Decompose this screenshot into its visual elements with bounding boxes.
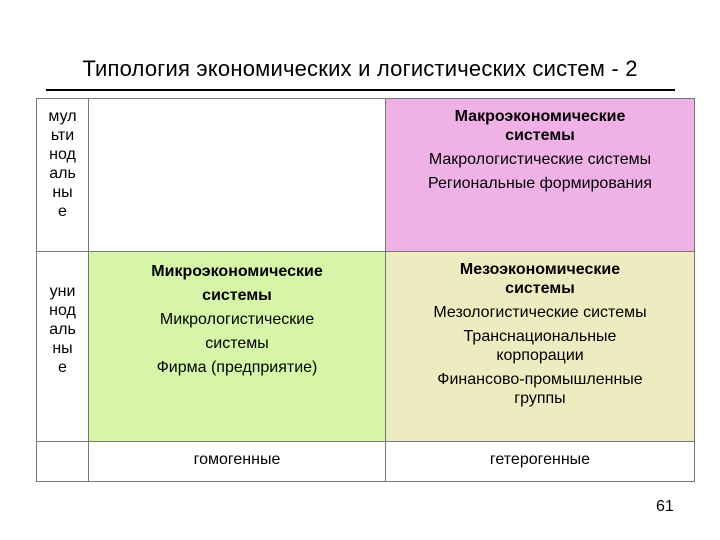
title-divider	[46, 89, 675, 91]
macro-header: Макроэкономические системы	[454, 108, 626, 144]
footer-heterogeneous	[386, 442, 695, 482]
macro-systems-cell	[386, 99, 695, 252]
meso-line2: Транснациональные корпорации	[463, 328, 617, 364]
row-label-unimodal	[37, 252, 89, 442]
row-label-multimodal-text: мул ьти нод аль ны е	[48, 108, 77, 220]
meso-line3: Финансово-промышленные группы	[437, 371, 643, 407]
meso-systems-cell	[386, 252, 695, 442]
footer-heterogeneous-text: гетерогенные	[489, 451, 591, 468]
macro-line1: Макрологистические системы	[428, 151, 652, 168]
micro-systems-cell	[89, 252, 386, 442]
macro-line2: Региональные формирования	[428, 175, 652, 192]
meso-line1: Мезологистические системы	[433, 304, 647, 321]
typology-table	[36, 98, 695, 482]
footer-homogeneous-text: гомогенные	[193, 451, 281, 468]
row-label-multimodal	[37, 99, 89, 252]
slide-title: Типология экономических и логистических систем - 2	[82, 56, 638, 81]
micro-line1: Микрологистические системы	[159, 311, 315, 352]
empty-cell	[89, 99, 386, 252]
footer-homogeneous	[89, 442, 386, 482]
page-number: 61	[656, 498, 674, 515]
row-label-unimodal-text: уни нод аль ны е	[49, 283, 76, 376]
micro-header: Микроэкономические системы	[151, 263, 323, 304]
footer-label-cell	[37, 442, 89, 482]
meso-header: Мезоэкономические системы	[459, 261, 621, 297]
micro-line2: Фирма (предприятие)	[156, 359, 318, 376]
